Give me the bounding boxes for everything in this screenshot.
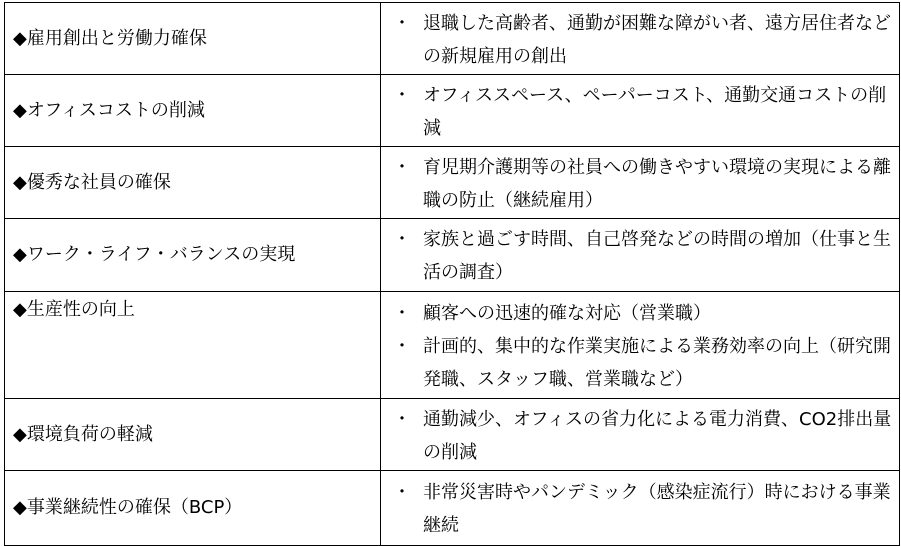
list-item [381,223,899,289]
list-item-text: 家族と過ごす時間、自己啓発などの時間の増加（仕事と生活の調査） [423,229,891,283]
bullet-list [381,221,899,289]
bullet-dot: ・ [393,408,411,430]
list-item [381,297,899,330]
list-item-text: 通勤減少、オフィスの省力化による電力消費、CO2排出量の削減 [423,408,892,463]
row-detail-cell [381,219,900,292]
list-item [381,151,899,217]
table-row [5,3,900,75]
row-title: ◆ワーク・ライフ・バランスの実現 [13,244,296,265]
row-title: ◆優秀な社員の確保 [13,171,171,193]
row-title-cell [5,75,381,147]
list-item [381,476,899,542]
table-row [5,399,900,471]
row-title: ◆生産性の向上 [13,299,135,320]
bullet-dot: ・ [393,156,411,178]
bullet-dot: ・ [393,482,411,503]
list-item-text: 退職した高齢者、通勤が困難な障がい者、遠方居住者などの新規雇用の創出 [423,12,891,67]
bullet-list [381,474,899,542]
list-item [381,79,899,145]
row-title-cell [5,219,381,292]
list-item-text: 顧客への迅速的確な対応（営業職） [423,302,711,324]
bullet-dot: ・ [393,12,411,34]
row-title: ◆オフィスコストの削減 [13,99,205,121]
row-title-cell [5,3,381,75]
list-item [381,7,899,73]
row-title-cell [5,399,381,471]
list-item-text: 計画的、集中的な作業実施による業務効率の向上（研究開発職、スタッフ職、営業職など） [423,335,891,390]
row-title: ◆環境負荷の軽減 [13,423,153,445]
row-title: ◆雇用創出と労働力確保 [13,27,207,49]
list-item-text: 非常災害時やパンデミック（感染症流行）時における事業継続 [423,482,891,536]
table-row [5,147,900,219]
row-detail-cell [381,75,900,147]
row-title: ◆事業継続性の確保（BCP） [13,497,243,518]
list-item-text: 育児期介護期等の社員への働きやすい環境の実現による離職の防止（継続雇用） [423,156,891,211]
benefits-table [4,2,900,546]
bullet-list [381,401,899,469]
table-row [5,292,900,399]
bullet-list [381,5,899,73]
bullet-dot: ・ [393,229,411,250]
bullet-dot: ・ [393,302,411,324]
list-item [381,330,899,396]
table-row [5,471,900,546]
table-row [5,75,900,147]
row-title-cell [5,292,381,399]
row-title-cell [5,147,381,219]
row-detail-cell [381,147,900,219]
list-item [381,403,899,469]
bullet-list [381,149,899,217]
row-detail-cell [381,399,900,471]
row-detail-cell [381,292,900,399]
bullet-dot: ・ [393,335,411,357]
row-detail-cell [381,471,900,546]
row-title-cell [5,471,381,546]
bullet-list [381,77,899,145]
row-detail-cell [381,3,900,75]
bullet-dot: ・ [393,84,411,106]
table-row [5,219,900,292]
bullet-list [381,295,899,396]
list-item-text: オフィススペース、ペーパーコスト、通勤交通コストの削減 [423,84,887,139]
